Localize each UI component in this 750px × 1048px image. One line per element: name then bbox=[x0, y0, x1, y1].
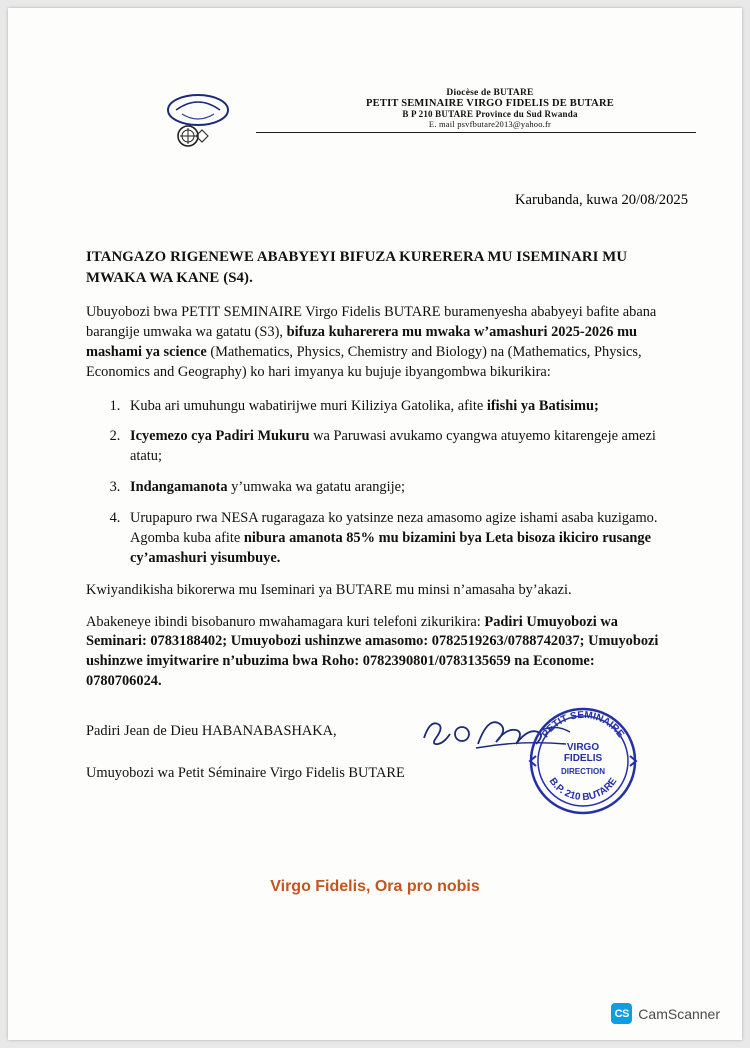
req-text-b: nibura amanota 85% mu bizamini bya Leta bisoza ikiciro rusange cy’amashuri yisumbuye. bbox=[130, 529, 651, 566]
signatory-role: Umuyobozi wa Petit Séminaire Virgo Fidelis BUTARE bbox=[86, 764, 405, 781]
intro-part-1: Ubuyobozi bwa PETIT SEMINAIRE Virgo Fidelis BUTARE buramenyesha ababyeyi bafite abana barangije umwaka wa gatatu (S3), bbox=[86, 304, 657, 340]
contacts-numbers: Padiri Umuyobozi wa Seminari: 0783188402; Umuyobozi ushinzwe amasomo: 0782519263/0788742037; Umuyobozi ushinzwe imyitwarire n’ubuzima bwa Roho: 0782390801/0783135659 na Econome: 0780706024. bbox=[86, 613, 659, 690]
signatory-name: Padiri Jean de Dieu HABANABASHAKA, bbox=[86, 723, 337, 739]
address-line: B P 210 BUTARE Province du Sud Rwanda bbox=[402, 109, 578, 119]
page-title: ITANGAZO RIGENEWE ABABYEYI BIFUZA KURERERA MU ISEMINARI MU MWAKA WA KANE (S4). bbox=[86, 249, 628, 286]
letterhead-divider bbox=[256, 132, 696, 133]
req-text-a: Kuba ari umuhungu wabatirijwe muri Kiliziya Gatolika, afite bbox=[130, 397, 487, 414]
camscanner-label: CamScanner bbox=[638, 1005, 720, 1022]
document-content bbox=[86, 247, 664, 898]
letterhead bbox=[44, 88, 706, 166]
req-text-b: Icyemezo cya Padiri Mukuru bbox=[130, 428, 310, 445]
intro-part-2: bifuza kuharerera mu mwaka w’amashuri 2025-2026 mu mashami ya science bbox=[86, 323, 638, 360]
email-line: E. mail psvfbutare2013@yahoo.fr bbox=[428, 119, 552, 129]
list-item bbox=[124, 509, 664, 569]
requirements-list bbox=[86, 397, 664, 569]
req-text-c: wa Paruwasi avukamo cyangwa atuyemo kitarengeje amezi atatu; bbox=[130, 428, 656, 465]
contacts-paragraph bbox=[86, 613, 664, 693]
intro-part-3: (Mathematics, Physics, Chemistry and Biology) na (Mathematics, Physics, Economics and Geography) ko hari imyanya ku bujuje ibyangombwa bikurikira: bbox=[86, 343, 642, 380]
letterhead-text bbox=[274, 88, 706, 129]
req-text-c: y’umwaka wa gatatu arangije; bbox=[227, 479, 405, 496]
svg-text:DIRECTION: DIRECTION bbox=[561, 767, 605, 776]
camscanner-badge: CS bbox=[611, 1003, 632, 1024]
list-item bbox=[124, 427, 664, 467]
svg-text:PETIT SEMINAIRE: PETIT SEMINAIRE bbox=[540, 709, 626, 740]
diocese-line: Diocèse de BUTARE bbox=[446, 88, 534, 98]
seminary-crest-icon bbox=[162, 90, 234, 152]
intro-paragraph bbox=[86, 303, 664, 383]
institution-line: PETIT SEMINAIRE VIRGO FIDELIS DE BUTARE bbox=[366, 98, 614, 109]
registration-note: Kwiyandikisha bikorerwa mu Iseminari ya BUTARE mu minsi n’amasaha by’akazi. bbox=[86, 581, 572, 598]
motto: Virgo Fidelis, Ora pro nobis bbox=[270, 878, 480, 895]
req-text-b: Indangamanota bbox=[130, 479, 228, 496]
letter-body bbox=[44, 48, 706, 1008]
list-item bbox=[124, 478, 664, 498]
list-item bbox=[124, 397, 664, 417]
place-date: Karubanda, kuwa 20/08/2025 bbox=[514, 192, 688, 208]
svg-text:FIDELIS: FIDELIS bbox=[563, 753, 603, 764]
signature-block bbox=[86, 709, 664, 842]
official-round-stamp-icon bbox=[520, 698, 646, 824]
svg-text:B.P. 210 BUTARE: B.P. 210 BUTARE bbox=[546, 776, 620, 804]
req-text-b: ifishi ya Batisimu; bbox=[486, 397, 599, 414]
scanned-sheet bbox=[8, 8, 742, 1040]
contacts-lead: Abakeneye ibindi bisobanuro mwahamagara kuri telefoni zikurikira: bbox=[86, 613, 485, 630]
svg-text:VIRGO: VIRGO bbox=[566, 742, 600, 753]
camscanner-watermark bbox=[611, 1003, 720, 1024]
req-text-a: Urupapuro rwa NESA rugaragaza ko yatsinze neza amasomo agize ishami asaba kuzigamo. Agomba kuba afite bbox=[130, 510, 658, 546]
